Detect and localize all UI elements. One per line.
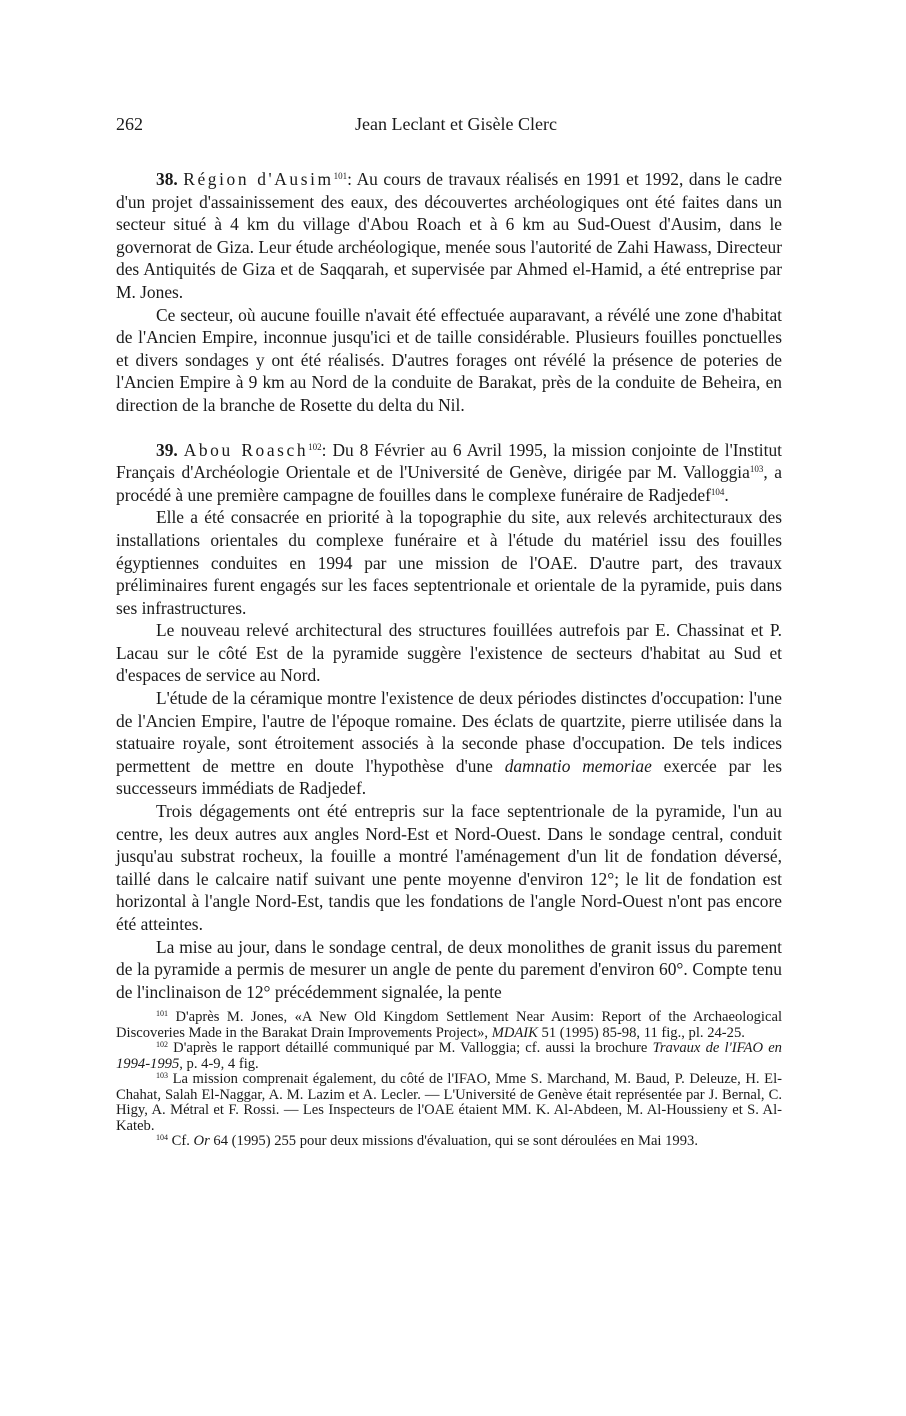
paragraph-text: . (724, 484, 729, 505)
footnote-text: La mission comprenait également, du côté de l'IFAO, Mme S. Marchand, M. Baud, P. Deleuze, H. El-Chahat, Salah El-Naggar, A. M. Lazim et A. Lecler. — L'Université de Genève était représentée par J. Bernal, C. Higy, A. Métral et F. Rossi. — Les Inspecteurs de l'OAE étaient MM. K. Al-Abdeen, M. Al-Houssieny et S. Al-Kateb. (116, 1071, 782, 1134)
footnote-ref-103: 103 (749, 464, 764, 475)
journal-title: Or (193, 1133, 210, 1149)
paragraph-text: : Du 8 Février au 6 Avril 1995, la mission conjointe de l'Institut Français d'Archéologie Orientale et de l'Université de Genève, dirigée par M. Valloggia (116, 439, 782, 483)
section-title-39: Abou Roasch (183, 439, 309, 460)
footnote-text: 51 (1995) 85-98, 11 fig., pl. 24-25. (537, 1024, 745, 1041)
italic-phrase: damnatio memoriae (504, 755, 652, 776)
paragraph-text: : Au cours de travaux réalisés en 1991 et 1992, dans le cadre d'un projet d'assainissement des eaux, des découvertes archéologiques ont été faites dans un secteur situé à 4 km du village d'Abou Roach et à 6 km au Sud-Ouest d'Ausim, dans le governorat de Giza. Leur étude archéologique, menée sous l'autorité de Zahi Hawass, Directeur des Antiquités de Giza et de Saqqarah, et supervisée par Ahmed el-Hamid, a été entreprise par M. Jones. (116, 169, 782, 302)
section-title-38: Région d'Ausim (183, 169, 334, 189)
footnote-101 (116, 1010, 782, 1041)
footnotes (116, 1010, 782, 1150)
paragraph-text: , a procédé à une première campagne de fouilles dans le complexe funéraire de Radjedef (116, 462, 782, 505)
paragraph-39-5: Trois dégagements ont été entrepris sur la face septentrionale de la pyramide, l'un au centre, les deux autres aux angles Nord-Est et Nord-Ouest. Dans le sondage central, conduit jusqu'au substrat rocheux, la fouille a montré l'aménagement d'un lit de fondation déversé, taillé dans le calcaire natif suivant une pente moyenne d'environ 12°; le lit de fondation est horizontal à l'angle Nord-Est, tandis que les fondations de l'angle Nord-Ouest n'ont pas encore été atteintes. (116, 801, 782, 934)
footnote-text: D'après le rapport détaillé communiqué par M. Valloggia; cf. aussi la brochure (168, 1040, 653, 1056)
footnote-text: Cf. (168, 1133, 194, 1149)
running-title: Jean Leclant et Gisèle Clerc (355, 114, 557, 134)
main-text (116, 168, 782, 1003)
paragraph-39-2: Elle a été consacrée en priorité à la topographie du site, aux relevés architecturaux des installations orientales du complexe funéraire et à l'étude du matériel issu des fouilles égyptiennes conduites en 1994 par une mission de l'OAE. D'autre part, des travaux préliminaires furent engagés sur les faces septentrionale et orientale de la pyramide, puis dans ses infrastructures. (116, 507, 782, 618)
footnote-number: 103 (156, 1071, 168, 1080)
footnote-number: 104 (156, 1133, 168, 1142)
paragraph-38-2: Ce secteur, où aucune fouille n'avait été effectuée auparavant, a révélé une zone d'habitat de l'Ancien Empire, inconnue jusqu'ici et de taille considérable. Plusieurs fouilles ponctuelles et divers sondages y ont été réalisés. D'autres forages ont révélé la présence de poteries de l'Ancien Empire à 9 km au Nord de la conduite de Barakat, près de la conduite de Beheira, en direction de la branche de Rosette du delta du Nil. (116, 304, 782, 415)
section-number-38: 38. (156, 169, 178, 189)
footnote-ref-104: 104 (710, 486, 725, 497)
footnote-103 (116, 1072, 782, 1134)
paragraph-39-6: La mise au jour, dans le sondage central, de deux monolithes de granit issus du parement de la pyramide a permis de mesurer un angle de pente du parement d'environ 60°. Compte tenu de l'inclinaison de 12° précédemment signalée, la pente (116, 936, 782, 1002)
footnote-text: D'après M. Jones, «A New Old Kingdom Settlement Near Ausim: Report of the Archaeological Discoveries Made in the Barakat Drain Improvements Project», (116, 1009, 782, 1041)
section-number-39: 39. (156, 439, 178, 460)
journal-title: MDAIK (491, 1024, 538, 1041)
page-number: 262 (116, 114, 143, 134)
footnote-text: 64 (1995) 255 pour deux missions d'évaluation, qui se sont déroulées en Mai 1993. (209, 1133, 698, 1149)
footnote-text: , p. 4-9, 4 fig. (179, 1055, 259, 1072)
paragraph-text: L'étude de la céramique montre l'existence de deux périodes distinctes d'occupation: l'une de l'Ancien Empire, l'autre de l'époque romaine. Des éclats de quartzite, pierre utilisée dans la statuaire royale, sont étroitement associés à la seconde phase d'occupation. De tels indices permettent de mettre en doute l'hypothèse d'une (116, 688, 782, 776)
paragraph-text: exercée par les successeurs immédiats de Radjedef. (116, 755, 782, 799)
footnote-number: 101 (156, 1009, 168, 1018)
footnote-ref-101: 101 (333, 171, 348, 181)
paragraph-39-1 (116, 439, 782, 507)
paragraph-38-1 (116, 168, 782, 304)
footnote-ref-102: 102 (308, 441, 322, 452)
footnote-number: 102 (156, 1040, 168, 1049)
publication-title: Travaux de l'IFAO en 1994-1995 (116, 1040, 782, 1072)
paragraph-39-3: Le nouveau relevé architectural des structures fouillées autrefois par E. Chassinat et P. Lacau sur le côté Est de la pyramide suggère l'existence de secteurs d'habitat au Sud et d'espaces de service au Nord. (116, 620, 782, 686)
running-header (116, 114, 796, 140)
footnote-102 (116, 1041, 782, 1072)
footnote-104 (116, 1134, 782, 1150)
paragraph-39-4 (116, 687, 782, 800)
